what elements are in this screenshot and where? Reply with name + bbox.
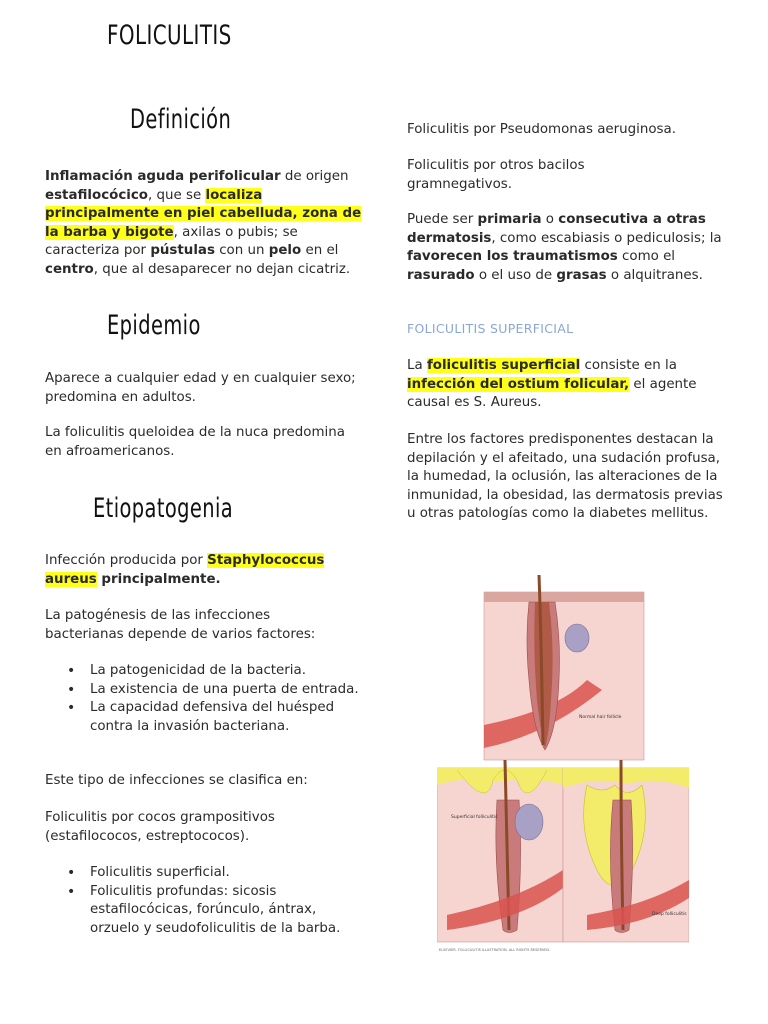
right-paragraph-5: Entre los factores predisponentes destacan la depilación y el afeitado, una sudación profusa, la humedad, la oclusión, las alteraciones de la inmunidad, la obesidad, las dermatosis previas u otras patologías como la diabetes mellitus.	[407, 432, 723, 521]
etiopatogenia-paragraph-4: Foliculitis por cocos grampositivos (estafilococos, estreptococos).	[45, 810, 275, 844]
definicion-paragraph: Inflamación aguda perifolicular de origen estafilocócico, que se localiza principalmente en piel cabelluda, zona de la barba y bigote, axilas o pubis; se caracteriza por pústulas con un pelo en el centro, que al desaparecer no dejan cicatriz.	[45, 169, 362, 277]
term-grasas: grasas	[556, 267, 607, 283]
highlight-staphylococcus: Staphylococcus aureus	[45, 553, 325, 587]
label-superficial: Superficial folliculitis	[451, 815, 498, 820]
highlight-localizacion: localiza principalmente en piel cabelluda, zona de la barba y bigote	[45, 187, 362, 240]
epidemio-paragraph-1: Aparece a cualquier edad y en cualquier sexo; predomina en adultos.	[45, 371, 356, 405]
right-paragraph-4: La foliculitis superficial consiste en la infección del ostium folicular, el agente causal es S. Aureus.	[407, 358, 697, 410]
term-traumatismos: favorecen los traumatismos	[407, 249, 618, 264]
list-item: • Foliculitis superficial.	[45, 864, 355, 883]
etiopatogenia-paragraph-1: Infección producida por Staphylococcus aureus principalmente.	[45, 553, 325, 587]
term-consecutiva: consecutiva a otras dermatosis	[407, 212, 706, 246]
superficial-folliculitis-panel	[437, 760, 563, 942]
term-inflamacion: Inflamación aguda perifolicular	[45, 169, 281, 184]
heading-epidemio: Epidemio	[107, 310, 201, 341]
right-paragraph-1: Foliculitis por Pseudomonas aeruginosa.	[407, 122, 676, 137]
term-estafilococico: estafilocócico	[45, 187, 149, 203]
term-primaria: primaria	[477, 212, 542, 227]
highlight-foliculitis-superficial: foliculitis superficial	[426, 358, 581, 373]
types-list	[45, 864, 355, 938]
list-item: • La capacidad defensiva del huésped contra la invasión bacteriana.	[45, 699, 375, 736]
heading-etiopatogenia: Etiopatogenia	[93, 493, 234, 524]
list-item: • La existencia de una puerta de entrada.	[45, 681, 375, 700]
term-rasurado: rasurado	[407, 267, 475, 283]
page-title: FOLICULITIS	[107, 20, 232, 51]
right-paragraph-2: Foliculitis por otros bacilos gramnegativos.	[407, 158, 585, 192]
deep-folliculitis-panel	[563, 760, 689, 942]
epidemio-paragraph-2: La foliculitis queloidea de la nuca predomina en afroamericanos.	[45, 425, 345, 459]
etiopatogenia-paragraph-3: Este tipo de infecciones se clasifica en:	[45, 773, 308, 788]
normal-follicle-panel	[484, 575, 644, 760]
label-normal: Normal hair follicle	[579, 715, 622, 720]
hair-follicle-diagram	[437, 570, 689, 954]
subheading-foliculitis-superficial: FOLICULITIS SUPERFICIAL	[407, 321, 574, 336]
term-pustulas: pústulas	[150, 243, 215, 258]
heading-definicion: Definición	[130, 104, 232, 135]
list-item: • Foliculitis profundas: sicosis estafilocócicas, forúnculo, ántrax, orzuelo y seudofoliculitis de la barba.	[45, 883, 355, 939]
factors-list	[45, 662, 375, 736]
list-item: • La patogenicidad de la bacteria.	[45, 662, 375, 681]
folliculitis-illustration	[437, 570, 689, 954]
etiopatogenia-paragraph-2: La patogénesis de las infecciones bacterianas depende de varios factores:	[45, 608, 316, 642]
label-deep: Deep folliculitis	[652, 912, 687, 917]
figure-caption: ELSEVIER. FOLLICULITIS ILLUSTRATION. ALL RIGHTS RESERVED.	[439, 948, 551, 952]
term-pelo: pelo	[268, 243, 302, 258]
highlight-ostium: infección del ostium folicular,	[407, 376, 630, 392]
right-paragraph-3: Puede ser primaria o consecutiva a otras dermatosis, como escabiasis o pediculosis; la favorecen los traumatismos como el rasurado o el uso de grasas o alquitranes.	[407, 212, 722, 283]
term-centro: centro	[45, 261, 94, 277]
